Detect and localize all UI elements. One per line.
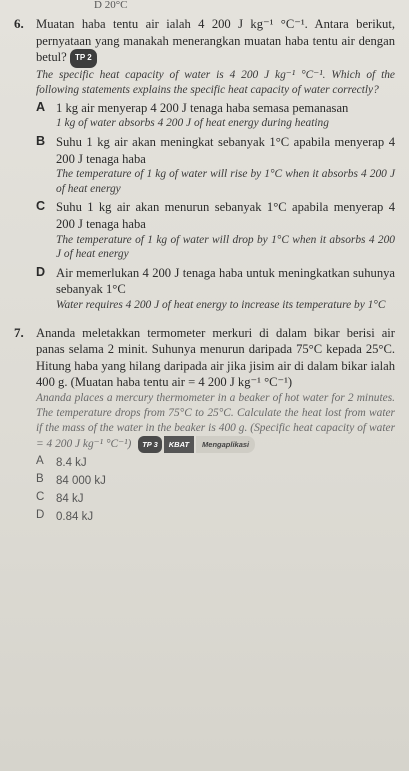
option-text: 84 kJ (56, 492, 84, 505)
option-text-english: The temperature of 1 kg of water will drop by 1°C when it absorbs 4 200 J of heat energy (56, 233, 395, 261)
option-c[interactable] (36, 199, 395, 261)
question-7 (8, 325, 395, 525)
option-text-malay: Suhu 1 kg air akan meningkat sebanyak 1°C apabila menyerap 4 200 J tenaga haba (56, 134, 395, 166)
option-text-malay: 1 kg air menyerap 4 200 J tenaga haba semasa pemanasan (56, 100, 349, 115)
option-letter: A (36, 454, 44, 467)
options-list (36, 100, 395, 313)
option-a[interactable] (36, 455, 395, 471)
option-letter: A (36, 99, 46, 114)
option-text: 0.84 kJ (56, 510, 94, 523)
option-letter: B (36, 133, 46, 148)
question-6 (8, 16, 395, 313)
option-letter: C (36, 490, 45, 503)
option-text: 84 000 kJ (56, 474, 106, 487)
tp-badge: TP 2 (70, 49, 97, 68)
option-text-english: 1 kg of water absorbs 4 200 J of heat energy during heating (56, 117, 329, 130)
question-stem-malay: Muatan haba tentu air ialah 4 200 J kg⁻¹ °C⁻¹. Antara berikut, pernyataan yang manakah menerangkan muatan haba tentu air dengan betul? TP 2 (36, 16, 395, 68)
option-b[interactable] (36, 473, 395, 489)
option-text: 8.4 kJ (56, 456, 87, 469)
option-c[interactable] (36, 491, 395, 507)
option-letter: B (36, 472, 44, 485)
previous-option-fragment: D 20°C (94, 0, 128, 11)
question-stem-english: The specific heat capacity of water is 4 200 J kg⁻¹ °C⁻¹. Which of the following statements explains the specific heat capacity of water correctly? (36, 68, 395, 96)
options-list (36, 455, 395, 525)
option-text-english: The temperature of 1 kg of water will rise by 1°C when it absorbs 4 200 J of heat energy (56, 168, 395, 195)
tp-badge: TP 3 (138, 436, 162, 453)
option-text-malay: Air memerlukan 4 200 J tenaga haba untuk meningkatkan suhunya sebanyak 1°C (56, 265, 395, 297)
option-d[interactable] (36, 265, 395, 313)
option-d[interactable] (36, 509, 395, 525)
skill-badge: Mengaplikasi (196, 436, 255, 453)
question-number: 7. (14, 324, 24, 340)
option-letter: C (36, 199, 46, 214)
option-b[interactable] (36, 134, 395, 196)
option-text-malay: Suhu 1 kg air akan menurun sebanyak 1°C apabila menyerap 4 200 J tenaga haba (56, 200, 395, 231)
question-stem-malay: Ananda meletakkan termometer merkuri di dalam bikar berisi air panas selama 2 minit. Suhunya menurun daripada 75°C kepada 25°C. Hitung haba yang hilang daripada air jika jisim air di dalam bikar ialah 400 g. (Muatan haba tentu air = 4 200 J kg⁻¹ °C⁻¹) (36, 325, 395, 390)
question-number: 6. (14, 16, 24, 31)
option-a[interactable] (36, 100, 395, 131)
option-letter: D (36, 264, 46, 279)
option-text-english: Water requires 4 200 J of heat energy to increase its temperature by 1°C (56, 298, 386, 311)
option-letter: D (36, 508, 45, 521)
question-tags (134, 438, 255, 450)
kbat-badge: KBAT (164, 436, 194, 453)
question-stem-english: Ananda places a mercury thermometer in a beaker of hot water for 2 minutes. The temperature drops from 75°C to 25°C. Calculate the heat lost from water if the mass of the water in the beaker is 400 g. (Specific heat capacity of water = 4 200 J kg⁻¹ °C⁻¹) TP 3 KBAT Mengaplikasi (36, 391, 395, 453)
